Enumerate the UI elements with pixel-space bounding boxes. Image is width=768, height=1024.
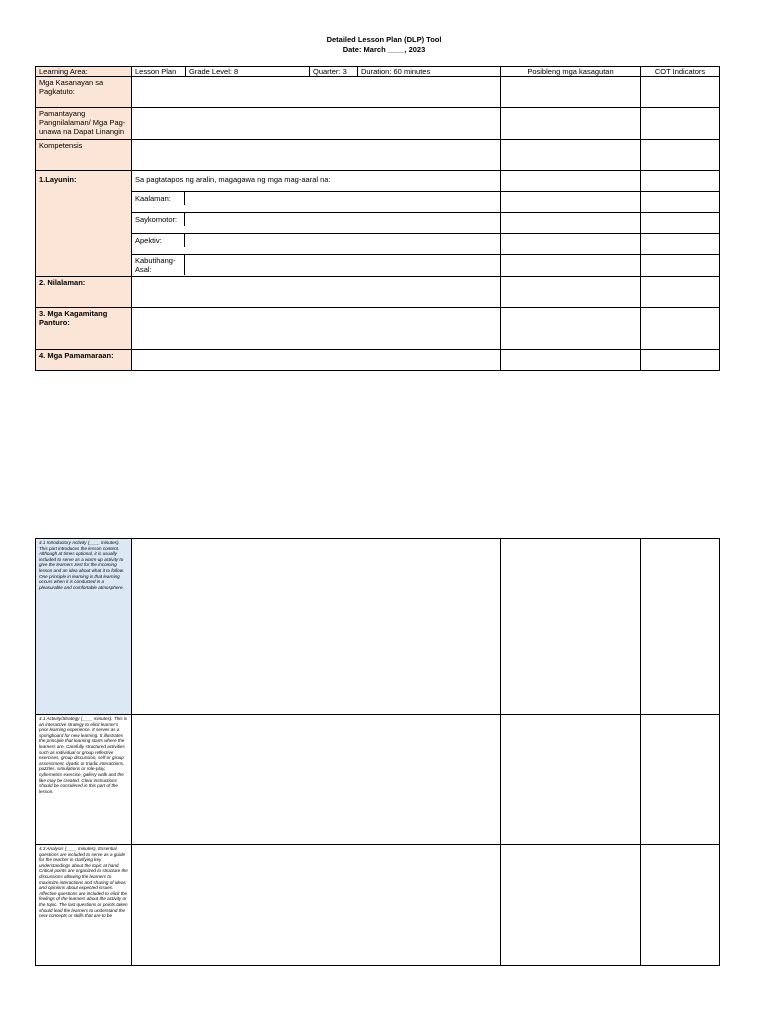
document-date: Date: March ____, 2023 <box>342 45 426 54</box>
kaalaman-label: Kaalaman: <box>132 192 185 205</box>
activity-strategy-answers[interactable] <box>501 715 641 845</box>
kagamitang-answers[interactable] <box>501 308 641 350</box>
kaalaman-cell <box>132 192 501 213</box>
kompetensis-answers[interactable] <box>501 140 641 171</box>
activity-strategy-cot[interactable] <box>641 715 720 845</box>
kabutihang-answers[interactable] <box>501 255 641 277</box>
kagamitang-cot[interactable] <box>641 308 720 350</box>
nilalaman-answers[interactable] <box>501 277 641 308</box>
pamamaraan-cot[interactable] <box>641 350 720 371</box>
kabutihang-label: Kabutihang-Asal: <box>132 255 185 275</box>
pamamaraan-label: 4. Mga Pamamaraan: <box>36 350 132 371</box>
cot-header: COT Indicators <box>641 67 720 77</box>
intro-activity-content[interactable] <box>132 539 501 715</box>
analysis-answers[interactable] <box>501 845 641 966</box>
nilalaman-label: 2. Nilalaman: <box>36 277 132 308</box>
apektiv-cell <box>132 234 501 255</box>
layunin-label: 1.Layunin: <box>36 171 132 277</box>
analysis-label: 4.3 Analysis (____ minutes). Essential questions are included to serve as a guide for the teacher in clarifying key understandings about the topic at hand. Critical points are organized to structure the discussions allowing the learners to maximize interactions and sharing of ideas and opinions about expected issues. Affective questions are included to elicit the feelings of the learners about the activity or the topic. The last questions or points taken should lead the learners to understand the new concepts or skills that are to be <box>36 845 132 966</box>
quarter-label: Quarter: 3 <box>310 67 358 76</box>
posibleng-header: Posibleng mga kasagutan <box>501 67 641 77</box>
table-row <box>36 108 720 140</box>
document-title: Detailed Lesson Plan (DLP) Tool <box>326 35 442 44</box>
apektiv-cot[interactable] <box>641 234 720 255</box>
table-row <box>36 140 720 171</box>
saykomotor-answers[interactable] <box>501 213 641 234</box>
table-row <box>36 715 720 845</box>
procedures-table <box>35 538 720 966</box>
kabutihang-input[interactable] <box>185 255 500 275</box>
layunin-answers[interactable] <box>501 171 641 192</box>
table-row <box>36 192 720 213</box>
kompetensis-cot[interactable] <box>641 140 720 171</box>
header-row <box>36 67 720 77</box>
lesson-info-cell <box>132 67 501 77</box>
kaalaman-cot[interactable] <box>641 192 720 213</box>
apektiv-label: Apektiv: <box>132 234 185 247</box>
lesson-plan-table <box>35 66 720 371</box>
pamamaraan-content[interactable] <box>132 350 501 371</box>
saykomotor-input[interactable] <box>185 213 500 226</box>
apektiv-input[interactable] <box>185 234 500 247</box>
kasanayan-answers[interactable] <box>501 77 641 108</box>
activity-strategy-label: 4.1 Activity/Strategy (____ minutes). This is an interactive strategy to elicit learner's prior learning experience. It serves as a springboard for new learning. It illustrates the principle that learning starts where the learners are. Carefully structured activities such as individual or group reflective exercises, group discussion, self-or group assessment, dyadic or triadic interactions, puzzles, simulations or role-play, cybernetics exercise, gallery walk and the like may be created. Clear instructions should be considered in this part of the lesson. <box>36 715 132 845</box>
pamantayang-cot[interactable] <box>641 108 720 140</box>
kompetensis-label: Kompetensis <box>36 140 132 171</box>
table-row <box>36 255 720 277</box>
kaalaman-answers[interactable] <box>501 192 641 213</box>
table-row <box>36 77 720 108</box>
saykomotor-cot[interactable] <box>641 213 720 234</box>
table-row <box>36 234 720 255</box>
intro-activity-answers[interactable] <box>501 539 641 715</box>
saykomotor-label: Saykomotor: <box>132 213 185 226</box>
table-row <box>36 845 720 966</box>
pamantayang-answers[interactable] <box>501 108 641 140</box>
kasanayan-label: Mga Kasanayan sa Pagkatuto: <box>36 77 132 108</box>
duration-label: Duration: 60 minutes <box>361 67 431 76</box>
pamamaraan-answers[interactable] <box>501 350 641 371</box>
table-row <box>36 539 720 715</box>
analysis-content[interactable] <box>132 845 501 966</box>
document-header <box>0 35 768 55</box>
kaalaman-input[interactable] <box>185 192 500 205</box>
pamantayang-content[interactable] <box>132 108 501 140</box>
lesson-plan-label: Lesson Plan <box>132 67 186 76</box>
nilalaman-content[interactable] <box>132 277 501 308</box>
intro-activity-cot[interactable] <box>641 539 720 715</box>
kasanayan-content[interactable] <box>132 77 501 108</box>
activity-strategy-content[interactable] <box>132 715 501 845</box>
saykomotor-cell <box>132 213 501 234</box>
nilalaman-cot[interactable] <box>641 277 720 308</box>
table-row <box>36 277 720 308</box>
table-row <box>36 350 720 371</box>
layunin-cot[interactable] <box>641 171 720 192</box>
kompetensis-content[interactable] <box>132 140 501 171</box>
pamantayang-label: Pamantayang Pangnilalaman/ Mga Pag-unawa na Dapat Linangin <box>36 108 132 140</box>
table-row <box>36 171 720 192</box>
table-row <box>36 213 720 234</box>
kagamitang-content[interactable] <box>132 308 501 350</box>
apektiv-answers[interactable] <box>501 234 641 255</box>
kasanayan-cot[interactable] <box>641 77 720 108</box>
table-row <box>36 308 720 350</box>
kabutihang-cot[interactable] <box>641 255 720 277</box>
learning-area-label: Learning Area: <box>36 67 132 77</box>
intro-activity-label: 4.1 Introductory Activity (____ minutes). This part introduces the lesson content. Although at times optional, it is usually included to serve as a warm-up activity to give the learners zest for the incoming lesson and an idea about what it to follow. One principle in learning is that learning occurs when it is conducted in a pleasurable and comfortable atmosphere. <box>36 539 132 715</box>
kagamitang-label: 3. Mga Kagamitang Panturo: <box>36 308 132 350</box>
grade-level-label: Grade Level: 8 <box>186 67 310 76</box>
analysis-cot[interactable] <box>641 845 720 966</box>
kabutihang-cell <box>132 255 501 277</box>
layunin-intro: Sa pagtatapos ng aralin, magagawa ng mga mag-aaral na: <box>132 171 501 192</box>
